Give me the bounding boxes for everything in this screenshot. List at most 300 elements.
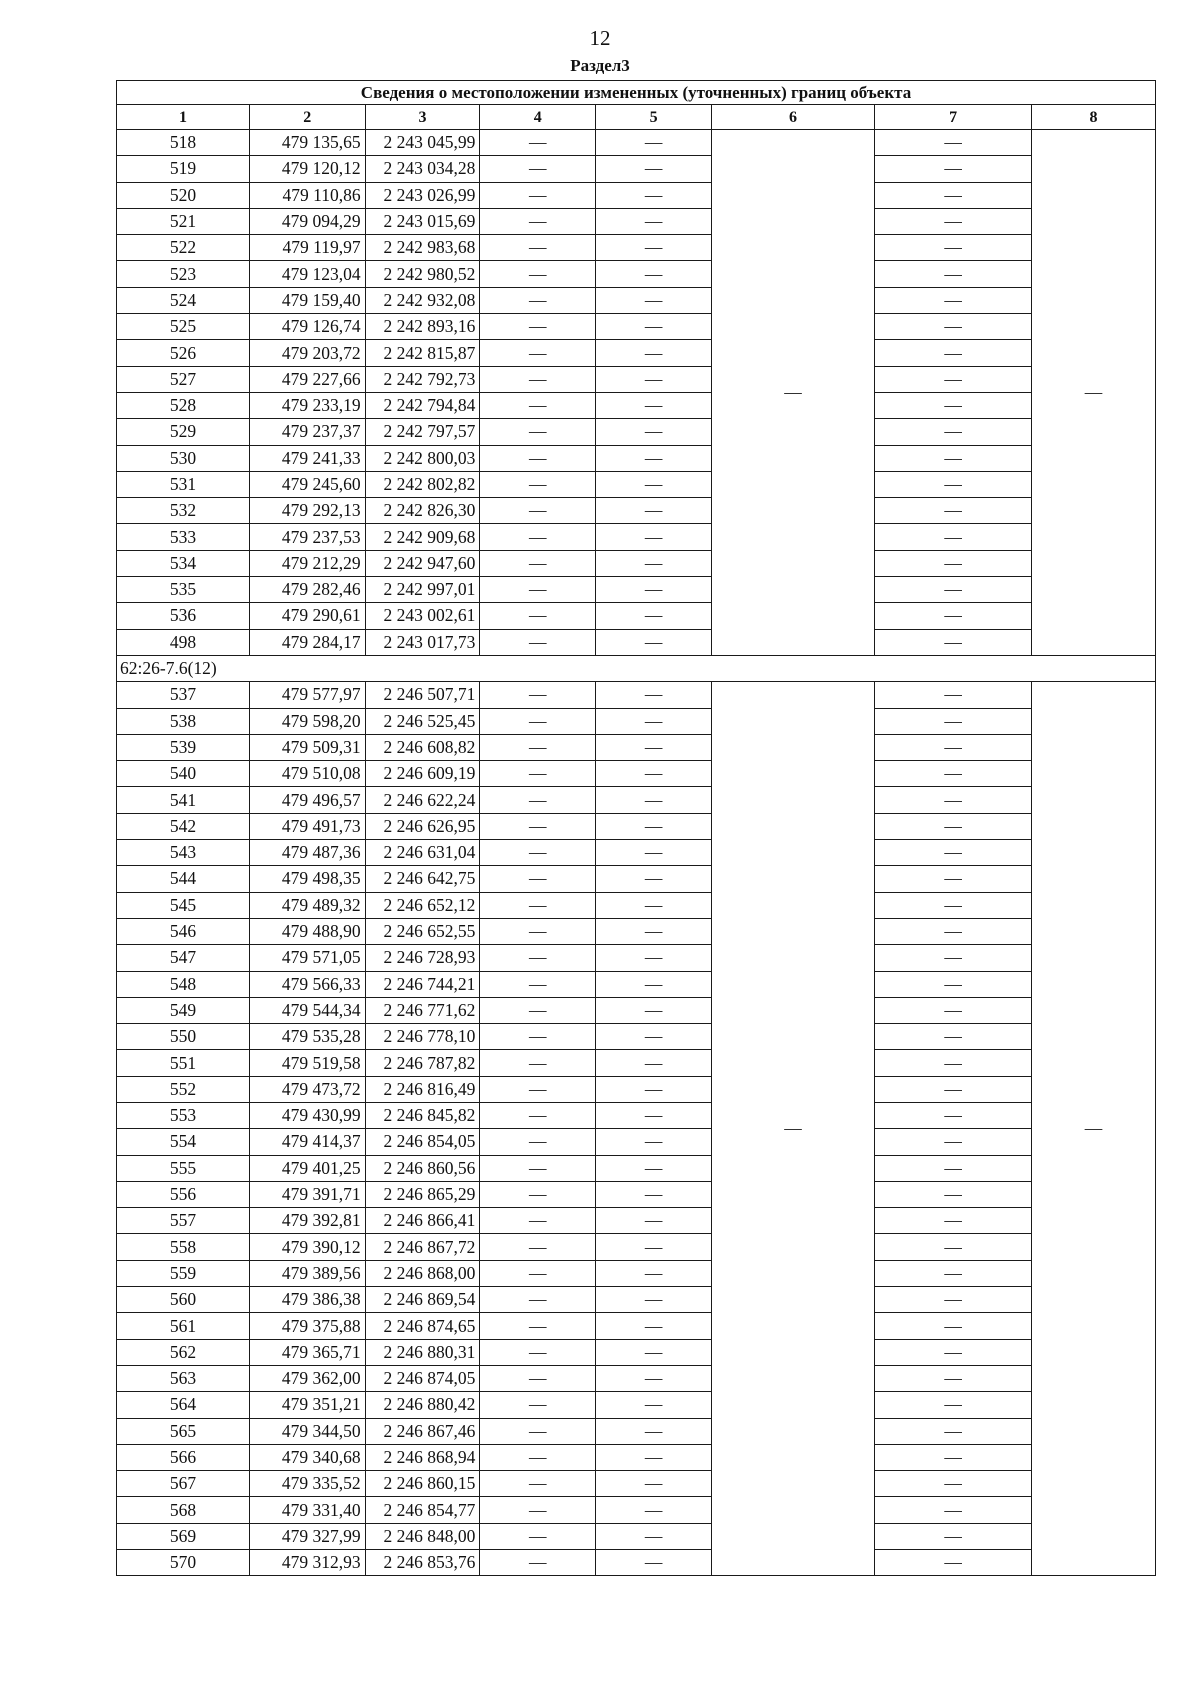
point-number: 524: [117, 287, 250, 313]
point-number: 537: [117, 682, 250, 708]
table-row: [117, 866, 1156, 892]
col7-dash: —: [875, 182, 1032, 208]
col7-dash: —: [875, 1102, 1032, 1128]
col4-dash: —: [480, 1392, 596, 1418]
col5-dash: —: [596, 1392, 712, 1418]
coord-x: 479 390,12: [249, 1234, 365, 1260]
col4-dash: —: [480, 1260, 596, 1286]
col5-dash: —: [596, 603, 712, 629]
col7-dash: —: [875, 419, 1032, 445]
coord-y: 2 246 744,21: [365, 971, 480, 997]
coord-y: 2 246 525,45: [365, 708, 480, 734]
coord-x: 479 335,52: [249, 1471, 365, 1497]
group-label: 62:26-7.6(12): [117, 655, 1156, 681]
col4-dash: —: [480, 1418, 596, 1444]
coord-y: 2 246 867,46: [365, 1418, 480, 1444]
coord-x: 479 351,21: [249, 1392, 365, 1418]
coord-y: 2 246 866,41: [365, 1208, 480, 1234]
coord-x: 479 110,86: [249, 182, 365, 208]
col5-dash: —: [596, 708, 712, 734]
coord-y: 2 243 045,99: [365, 130, 480, 156]
col5-dash: —: [596, 577, 712, 603]
coord-y: 2 242 815,87: [365, 340, 480, 366]
coord-y: 2 246 860,15: [365, 1471, 480, 1497]
point-number: 558: [117, 1234, 250, 1260]
coord-y: 2 242 893,16: [365, 314, 480, 340]
coord-y: 2 246 778,10: [365, 1024, 480, 1050]
coord-y: 2 243 034,28: [365, 156, 480, 182]
coord-x: 479 120,12: [249, 156, 365, 182]
point-number: 562: [117, 1339, 250, 1365]
point-number: 539: [117, 734, 250, 760]
coord-y: 2 243 026,99: [365, 182, 480, 208]
point-number: 519: [117, 156, 250, 182]
col7-dash: —: [875, 918, 1032, 944]
col7-dash: —: [875, 840, 1032, 866]
col4-dash: —: [480, 287, 596, 313]
coord-y: 2 246 622,24: [365, 787, 480, 813]
table-row: [117, 1444, 1156, 1470]
col7-dash: —: [875, 945, 1032, 971]
col7-dash: —: [875, 866, 1032, 892]
coord-x: 479 094,29: [249, 208, 365, 234]
point-number: 518: [117, 130, 250, 156]
header-row: [117, 105, 1156, 130]
coord-y: 2 246 865,29: [365, 1181, 480, 1207]
col4-dash: —: [480, 813, 596, 839]
point-number: 541: [117, 787, 250, 813]
table-row: [117, 1155, 1156, 1181]
col4-dash: —: [480, 1234, 596, 1260]
coord-x: 479 241,33: [249, 445, 365, 471]
table-row: [117, 708, 1156, 734]
coord-x: 479 509,31: [249, 734, 365, 760]
col5-dash: —: [596, 813, 712, 839]
col4-dash: —: [480, 577, 596, 603]
col4-dash: —: [480, 945, 596, 971]
column-header-6: 6: [711, 105, 874, 130]
coord-y: 2 242 983,68: [365, 235, 480, 261]
col7-dash: —: [875, 1155, 1032, 1181]
col4-dash: —: [480, 471, 596, 497]
coord-x: 479 544,34: [249, 997, 365, 1023]
col5-dash: —: [596, 261, 712, 287]
col4-dash: —: [480, 1550, 596, 1576]
table-row: [117, 235, 1156, 261]
coord-y: 2 242 800,03: [365, 445, 480, 471]
col7-dash: —: [875, 682, 1032, 708]
table-row: [117, 682, 1156, 708]
col5-dash: —: [596, 1471, 712, 1497]
point-number: 569: [117, 1523, 250, 1549]
col7-dash: —: [875, 1208, 1032, 1234]
coord-y: 2 246 728,93: [365, 945, 480, 971]
col7-dash: —: [875, 471, 1032, 497]
col5-dash: —: [596, 208, 712, 234]
col4-dash: —: [480, 840, 596, 866]
table-row: [117, 498, 1156, 524]
col7-dash: —: [875, 734, 1032, 760]
coord-x: 479 340,68: [249, 1444, 365, 1470]
table-row: [117, 1208, 1156, 1234]
table-row: [117, 918, 1156, 944]
point-number: 563: [117, 1365, 250, 1391]
table-row: [117, 471, 1156, 497]
point-number: 527: [117, 366, 250, 392]
col5-dash: —: [596, 629, 712, 655]
col5-dash: —: [596, 945, 712, 971]
col7-dash: —: [875, 1523, 1032, 1549]
col7-dash: —: [875, 1471, 1032, 1497]
col5-dash: —: [596, 1523, 712, 1549]
col5-dash: —: [596, 1339, 712, 1365]
col5-dash: —: [596, 1313, 712, 1339]
coord-y: 2 246 860,56: [365, 1155, 480, 1181]
table-row: [117, 1260, 1156, 1286]
col7-dash: —: [875, 392, 1032, 418]
col5-dash: —: [596, 550, 712, 576]
col5-dash: —: [596, 156, 712, 182]
col4-dash: —: [480, 971, 596, 997]
col7-dash: —: [875, 1497, 1032, 1523]
coord-y: 2 246 609,19: [365, 761, 480, 787]
point-number: 538: [117, 708, 250, 734]
coord-y: 2 242 797,57: [365, 419, 480, 445]
coord-y: 2 246 854,77: [365, 1497, 480, 1523]
col5-dash: —: [596, 392, 712, 418]
column-header-3: 3: [365, 105, 480, 130]
col7-dash: —: [875, 1287, 1032, 1313]
col5-dash: —: [596, 1287, 712, 1313]
col5-dash: —: [596, 340, 712, 366]
col5-dash: —: [596, 682, 712, 708]
col5-dash: —: [596, 182, 712, 208]
table-row: [117, 314, 1156, 340]
col7-dash: —: [875, 1313, 1032, 1339]
col7-dash: —: [875, 813, 1032, 839]
col4-dash: —: [480, 997, 596, 1023]
col4-dash: —: [480, 1471, 596, 1497]
col6-merged-dash: —: [711, 130, 874, 656]
coord-y: 2 246 880,42: [365, 1392, 480, 1418]
table-row: [117, 524, 1156, 550]
caption-row: [117, 81, 1156, 105]
point-number: 529: [117, 419, 250, 445]
coord-x: 479 473,72: [249, 1076, 365, 1102]
table-row: [117, 1471, 1156, 1497]
coord-y: 2 246 642,75: [365, 866, 480, 892]
col5-dash: —: [596, 1444, 712, 1470]
coord-y: 2 246 854,05: [365, 1129, 480, 1155]
point-number: 525: [117, 314, 250, 340]
table-row: [117, 366, 1156, 392]
col7-dash: —: [875, 340, 1032, 366]
table-row: [117, 1497, 1156, 1523]
coord-x: 479 290,61: [249, 603, 365, 629]
point-number: 542: [117, 813, 250, 839]
point-number: 552: [117, 1076, 250, 1102]
col4-dash: —: [480, 734, 596, 760]
table-row: [117, 1392, 1156, 1418]
coord-y: 2 246 874,65: [365, 1313, 480, 1339]
coord-y: 2 242 980,52: [365, 261, 480, 287]
coord-x: 479 227,66: [249, 366, 365, 392]
col5-dash: —: [596, 471, 712, 497]
column-header-2: 2: [249, 105, 365, 130]
column-header-8: 8: [1032, 105, 1156, 130]
page-number: 12: [589, 26, 611, 50]
point-number: 550: [117, 1024, 250, 1050]
col4-dash: —: [480, 1076, 596, 1102]
col7-dash: —: [875, 787, 1032, 813]
point-number: 547: [117, 945, 250, 971]
coord-x: 479 282,46: [249, 577, 365, 603]
coord-x: 479 430,99: [249, 1102, 365, 1128]
coord-y: 2 246 869,54: [365, 1287, 480, 1313]
table-row: [117, 603, 1156, 629]
coord-x: 479 375,88: [249, 1313, 365, 1339]
col4-dash: —: [480, 708, 596, 734]
col7-dash: —: [875, 156, 1032, 182]
table-row: [117, 1550, 1156, 1576]
coord-x: 479 119,97: [249, 235, 365, 261]
col5-dash: —: [596, 761, 712, 787]
coord-x: 479 327,99: [249, 1523, 365, 1549]
point-number: 568: [117, 1497, 250, 1523]
coord-x: 479 386,38: [249, 1287, 365, 1313]
col4-dash: —: [480, 866, 596, 892]
col7-dash: —: [875, 235, 1032, 261]
col4-dash: —: [480, 682, 596, 708]
col4-dash: —: [480, 787, 596, 813]
point-number: 520: [117, 182, 250, 208]
point-number: 528: [117, 392, 250, 418]
coord-y: 2 246 874,05: [365, 1365, 480, 1391]
col4-dash: —: [480, 1497, 596, 1523]
col7-dash: —: [875, 287, 1032, 313]
coord-y: 2 246 845,82: [365, 1102, 480, 1128]
col5-dash: —: [596, 1497, 712, 1523]
col4-dash: —: [480, 629, 596, 655]
coord-x: 479 237,37: [249, 419, 365, 445]
table-row: [117, 392, 1156, 418]
col7-dash: —: [875, 208, 1032, 234]
coord-y: 2 246 608,82: [365, 734, 480, 760]
point-number: 544: [117, 866, 250, 892]
col7-dash: —: [875, 761, 1032, 787]
point-number: 556: [117, 1181, 250, 1207]
col7-dash: —: [875, 1024, 1032, 1050]
coord-x: 479 365,71: [249, 1339, 365, 1365]
coord-x: 479 284,17: [249, 629, 365, 655]
point-number: 554: [117, 1129, 250, 1155]
col5-dash: —: [596, 524, 712, 550]
coord-y: 2 246 771,62: [365, 997, 480, 1023]
coord-x: 479 391,71: [249, 1181, 365, 1207]
col5-dash: —: [596, 1418, 712, 1444]
point-number: 548: [117, 971, 250, 997]
point-number: 522: [117, 235, 250, 261]
col5-dash: —: [596, 366, 712, 392]
coord-y: 2 246 816,49: [365, 1076, 480, 1102]
coord-y: 2 246 853,76: [365, 1550, 480, 1576]
coord-x: 479 135,65: [249, 130, 365, 156]
point-number: 566: [117, 1444, 250, 1470]
table-row: [117, 577, 1156, 603]
coord-x: 479 292,13: [249, 498, 365, 524]
coord-y: 2 242 947,60: [365, 550, 480, 576]
coord-x: 479 159,40: [249, 287, 365, 313]
table-row: [117, 1050, 1156, 1076]
point-number: 498: [117, 629, 250, 655]
col4-dash: —: [480, 1181, 596, 1207]
col7-dash: —: [875, 1418, 1032, 1444]
col4-dash: —: [480, 1050, 596, 1076]
col7-dash: —: [875, 1260, 1032, 1286]
column-header-5: 5: [596, 105, 712, 130]
table-row: [117, 1024, 1156, 1050]
table-row: [117, 734, 1156, 760]
col7-dash: —: [875, 603, 1032, 629]
table-row: [117, 761, 1156, 787]
coord-y: 2 246 626,95: [365, 813, 480, 839]
col4-dash: —: [480, 445, 596, 471]
col7-dash: —: [875, 524, 1032, 550]
col4-dash: —: [480, 392, 596, 418]
coord-y: 2 246 880,31: [365, 1339, 480, 1365]
col7-dash: —: [875, 130, 1032, 156]
coord-y: 2 242 826,30: [365, 498, 480, 524]
coord-x: 479 577,97: [249, 682, 365, 708]
coord-y: 2 246 787,82: [365, 1050, 480, 1076]
coord-y: 2 246 507,71: [365, 682, 480, 708]
point-number: 553: [117, 1102, 250, 1128]
col4-dash: —: [480, 1024, 596, 1050]
coord-x: 479 312,93: [249, 1550, 365, 1576]
col5-dash: —: [596, 1181, 712, 1207]
table-row: [117, 1234, 1156, 1260]
col5-dash: —: [596, 1129, 712, 1155]
table-row: [117, 629, 1156, 655]
col5-dash: —: [596, 1024, 712, 1050]
point-number: 523: [117, 261, 250, 287]
col7-dash: —: [875, 1392, 1032, 1418]
col7-dash: —: [875, 1550, 1032, 1576]
table-row: [117, 156, 1156, 182]
coord-y: 2 246 868,94: [365, 1444, 480, 1470]
col5-dash: —: [596, 1050, 712, 1076]
table-row: [117, 1418, 1156, 1444]
coord-y: 2 243 015,69: [365, 208, 480, 234]
table-row: [117, 261, 1156, 287]
col4-dash: —: [480, 314, 596, 340]
col7-dash: —: [875, 550, 1032, 576]
coord-y: 2 242 794,84: [365, 392, 480, 418]
col5-dash: —: [596, 314, 712, 340]
coord-y: 2 242 932,08: [365, 287, 480, 313]
coord-x: 479 491,73: [249, 813, 365, 839]
coord-x: 479 389,56: [249, 1260, 365, 1286]
col4-dash: —: [480, 1102, 596, 1128]
col7-dash: —: [875, 1050, 1032, 1076]
coord-x: 479 126,74: [249, 314, 365, 340]
col5-dash: —: [596, 1260, 712, 1286]
point-number: 564: [117, 1392, 250, 1418]
point-number: 536: [117, 603, 250, 629]
point-number: 535: [117, 577, 250, 603]
col4-dash: —: [480, 918, 596, 944]
col4-dash: —: [480, 130, 596, 156]
table-row: [117, 340, 1156, 366]
point-number: 531: [117, 471, 250, 497]
col4-dash: —: [480, 1155, 596, 1181]
col5-dash: —: [596, 1076, 712, 1102]
table-row: [117, 1287, 1156, 1313]
col4-dash: —: [480, 550, 596, 576]
col5-dash: —: [596, 287, 712, 313]
point-number: 540: [117, 761, 250, 787]
col7-dash: —: [875, 892, 1032, 918]
table-row: [117, 787, 1156, 813]
coord-x: 479 488,90: [249, 918, 365, 944]
col7-dash: —: [875, 1339, 1032, 1365]
col7-dash: —: [875, 708, 1032, 734]
coord-x: 479 598,20: [249, 708, 365, 734]
col7-dash: —: [875, 445, 1032, 471]
coord-x: 479 496,57: [249, 787, 365, 813]
column-header-4: 4: [480, 105, 596, 130]
coord-x: 479 233,19: [249, 392, 365, 418]
table-row: [117, 1129, 1156, 1155]
point-number: 567: [117, 1471, 250, 1497]
col7-dash: —: [875, 498, 1032, 524]
point-number: 551: [117, 1050, 250, 1076]
coord-x: 479 212,29: [249, 550, 365, 576]
col4-dash: —: [480, 340, 596, 366]
point-number: 543: [117, 840, 250, 866]
column-header-7: 7: [875, 105, 1032, 130]
col5-dash: —: [596, 1365, 712, 1391]
col6-merged-dash: —: [711, 682, 874, 1576]
col5-dash: —: [596, 787, 712, 813]
coord-x: 479 535,28: [249, 1024, 365, 1050]
col7-dash: —: [875, 1365, 1032, 1391]
col4-dash: —: [480, 208, 596, 234]
col4-dash: —: [480, 761, 596, 787]
col8-merged-dash: —: [1032, 130, 1156, 656]
col7-dash: —: [875, 261, 1032, 287]
col7-dash: —: [875, 1444, 1032, 1470]
table-row: [117, 1365, 1156, 1391]
point-number: 521: [117, 208, 250, 234]
col5-dash: —: [596, 1208, 712, 1234]
coord-y: 2 243 002,61: [365, 603, 480, 629]
table-row: [117, 840, 1156, 866]
col5-dash: —: [596, 734, 712, 760]
table-row: [117, 445, 1156, 471]
point-number: 561: [117, 1313, 250, 1339]
coord-x: 479 344,50: [249, 1418, 365, 1444]
coord-x: 479 245,60: [249, 471, 365, 497]
col4-dash: —: [480, 892, 596, 918]
col4-dash: —: [480, 1523, 596, 1549]
coord-x: 479 123,04: [249, 261, 365, 287]
col7-dash: —: [875, 1234, 1032, 1260]
col5-dash: —: [596, 1234, 712, 1260]
table-row: [117, 1313, 1156, 1339]
col5-dash: —: [596, 445, 712, 471]
col4-dash: —: [480, 235, 596, 261]
